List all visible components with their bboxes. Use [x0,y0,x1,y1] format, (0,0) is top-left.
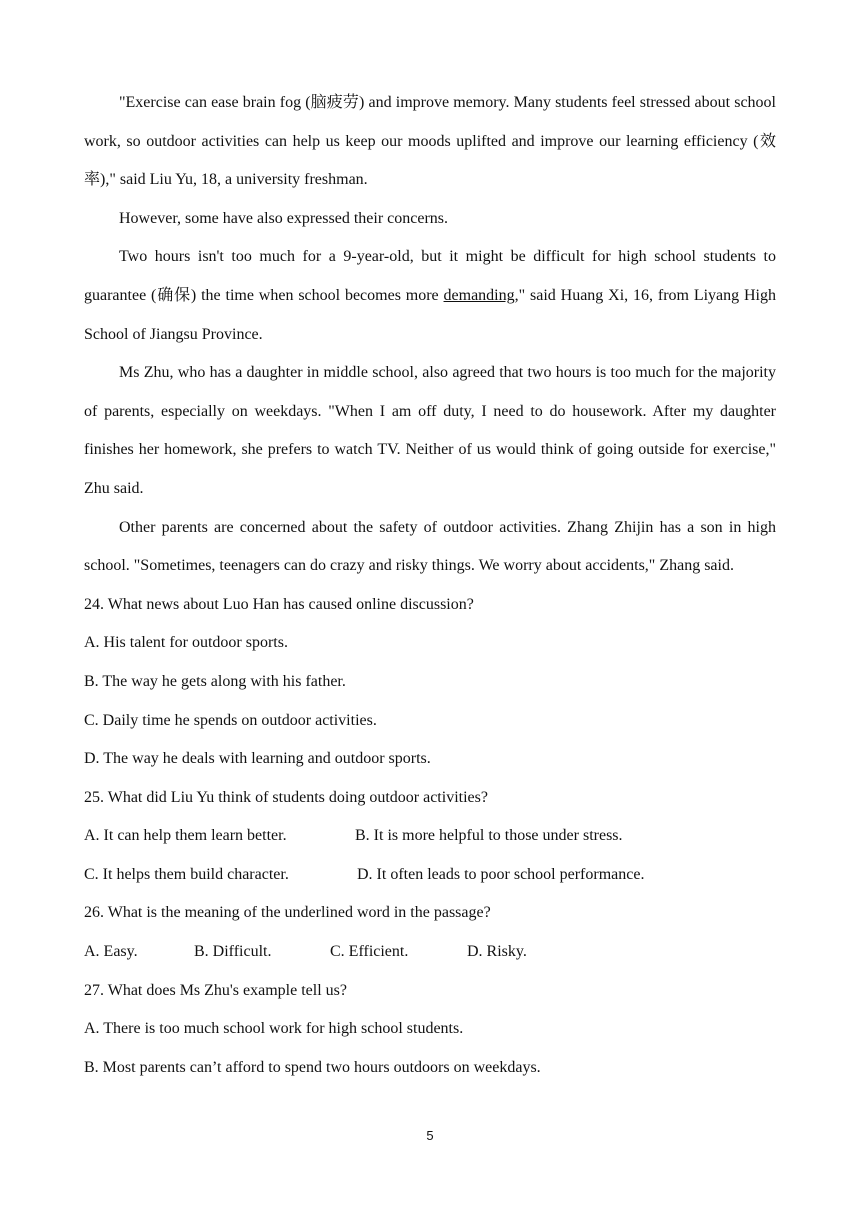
passage-paragraph-1: "Exercise can ease brain fog (脑疲劳) and improve memory. Many students feel stressed about school work, so outdoor activities can help us keep our moods uplifted and improve our learning efficiency (效率)," said Liu Yu, 18, a university freshman. [84,94,776,189]
question-27-option-b: B. Most parents can’t afford to spend two hours outdoors on weekdays. [84,1058,541,1076]
question-26-stem: 26. What is the meaning of the underlined word in the passage? [84,904,491,922]
passage-paragraph-5: Other parents are concerned about the safety of outdoor activities. Zhang Zhijin has a son in high school. "Sometimes, teenagers can do crazy and risky things. We worry about accidents," Zhang said. [84,518,776,575]
question-26-option-d: D. Risky. [467,943,527,961]
question-25-stem: 25. What did Liu Yu think of students doing outdoor activities? [84,788,488,806]
paragraph-3-text-after: ," said Huang Xi, 16, from Liyang High School of Jiangsu Province. [84,286,776,343]
question-26-options-row [84,933,776,972]
question-25-options-row-2 [84,856,776,895]
question-24-stem: 24. What news about Luo Han has caused online discussion? [84,595,474,613]
page-content [84,84,776,1087]
question-25-option-c: C. It helps them build character. [84,865,289,883]
question-27-stem: 27. What does Ms Zhu's example tell us? [84,981,347,999]
page-number: 5 [426,1128,434,1143]
question-25-option-b: B. It is more helpful to those under stress. [355,827,623,845]
question-26-option-a: A. Easy. [84,943,138,961]
question-27-option-a: A. There is too much school work for high school students. [84,1020,464,1038]
question-24-option-a: A. His talent for outdoor sports. [84,634,288,652]
passage-paragraph-3 [84,238,776,354]
question-24-option-c: C. Daily time he spends on outdoor activities. [84,711,377,729]
underlined-word: demanding [443,286,515,304]
question-24-option-d: D. The way he deals with learning and outdoor sports. [84,750,431,768]
paragraph-3-text-before: Two hours isn't too much for a 9-year-old, but it might be difficult for high school students to guarantee (确保) the time when school becomes more [84,248,776,304]
question-26-option-c: C. Efficient. [330,943,409,961]
passage-paragraph-2: However, some have also expressed their concerns. [119,209,449,227]
question-25-option-a: A. It can help them learn better. [84,827,287,845]
question-25-options-row-1 [84,817,776,856]
passage-paragraph-4: Ms Zhu, who has a daughter in middle school, also agreed that two hours is too much for the majority of parents, especially on weekdays. "When I am off duty, I need to do housework. After my daughter finishes her homework, she prefers to watch TV. Neither of us would think of going outside for exercise," Zhu said. [84,364,776,497]
question-25-option-d: D. It often leads to poor school performance. [357,865,645,883]
question-26-option-b: B. Difficult. [194,943,272,961]
question-24-option-b: B. The way he gets along with his father. [84,672,346,690]
